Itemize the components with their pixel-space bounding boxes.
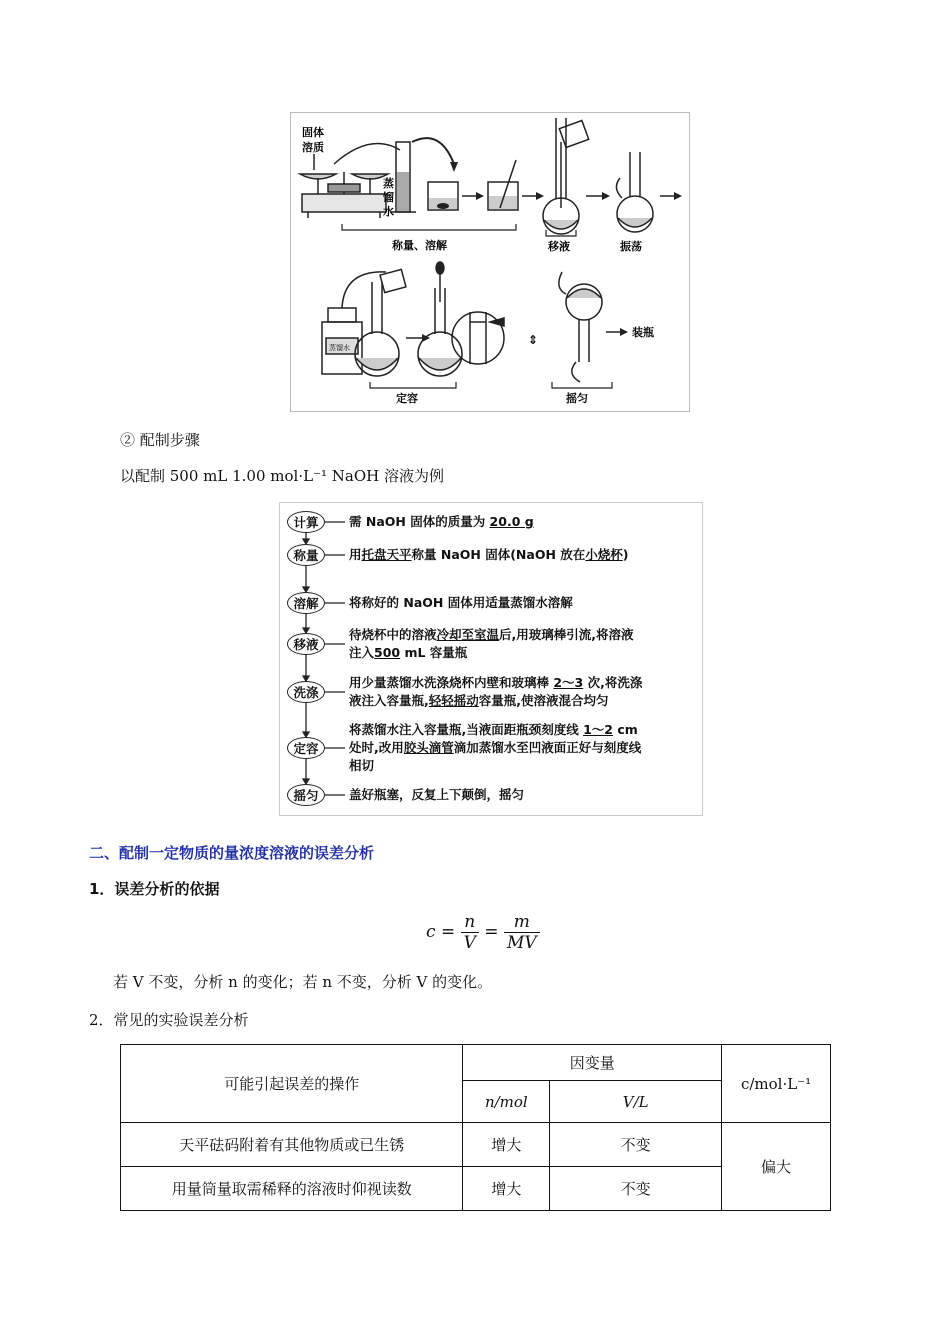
updown-arrow-icon: ⇕ [528,333,539,347]
flow-text-segment: 相切 [349,758,375,773]
fig-label-dilute-to-mark: 定容 [396,392,418,405]
flow-text-6-line-2 [349,739,641,757]
formula-v: V [463,933,476,953]
flow-text-4-line-2 [349,644,467,662]
concentration-formula [426,912,540,953]
flow-text-segment: 液注入容量瓶, [349,693,429,708]
formula-eq2: = [484,922,499,942]
formula-frac-n-v [461,912,479,953]
apparatus-figure [290,112,690,412]
flow-text-4-line-1 [349,626,634,644]
flow-text-segment: 需 NaOH 固体的质量为 [349,514,490,529]
fig-label-weigh-dissolve: 称量、溶解 [392,239,447,252]
balance-icon [300,172,388,218]
row2-operation: 用量筒量取需稀释的溶液时仰视读数 [121,1167,463,1211]
flow-text-segment: 盖好瓶塞，反复上下颠倒，摇匀 [349,787,525,802]
row2-v: 不变 [550,1167,722,1211]
fig-label-transfer: 移液 [548,240,570,253]
formula-c: c [426,922,436,942]
flow-answer-blank: 1～2 [583,722,614,737]
row1-operation: 天平砝码附着有其他物质或已生锈 [121,1123,463,1167]
flow-text-segment: 称量 NaOH 固体(NaOH 放在 [411,547,586,562]
flow-text-1-line-1 [349,513,534,531]
row1-n: 增大 [463,1123,550,1167]
flow-step-5: 洗涤 [287,681,325,703]
analysis-line: 若 V 不变，分析 n 的变化；若 n 不变，分析 V 的变化。 [113,973,493,991]
formula-frac-m-mv [504,912,540,953]
flow-text-segment: 容量瓶,使溶液混合均匀 [478,693,609,708]
header-concentration: c/mol·L⁻¹ [722,1045,831,1123]
flow-text-segment: 待烧杯中的溶液 [349,627,437,642]
section2-title: 二、配制一定物质的量浓度溶液的误差分析 [89,844,375,862]
flow-answer-blank: 托盘天平 [361,547,412,562]
example-line: 以配制 500 mL 1.00 mol·L⁻¹ NaOH 溶液为例 [120,467,444,485]
flow-answer-blank: 小烧杯 [585,547,623,562]
table-header-row [121,1045,831,1081]
flow-step-7: 摇匀 [287,784,325,806]
flow-text-segment: 次,将洗涤 [583,675,643,690]
header-n: n/mol [463,1081,550,1123]
flow-answer-blank: 20.0 g [489,514,534,529]
flow-text-7-line-1 [349,786,524,804]
flow-step-1: 计算 [287,511,325,533]
formula-n: n [461,912,479,933]
header-v: V/L [550,1081,722,1123]
procedure-flowchart [279,502,703,816]
fig-label-bottling: 装瓶 [632,326,654,339]
flow-step-3: 溶解 [287,592,325,614]
flow-text-segment: ) [622,547,629,562]
fig-label-solid-solute-1: 固体 [302,126,324,139]
flow-answer-blank: 胶头滴管 [403,740,454,755]
flow-answer-blank: 2～3 [553,675,584,690]
table-row [121,1123,831,1167]
formula-eq1: = [440,922,456,942]
fig-label-mix: 摇匀 [566,392,588,405]
flow-step-6: 定容 [287,737,325,759]
flow-text-segment: 处时,改用 [349,740,404,755]
fig-label-distilled-water-3: 水 [383,205,394,218]
flow-text-segment: 用 [349,547,362,562]
fig-label-solid-solute-2: 溶质 [302,141,324,154]
formula-mv: MV [506,933,537,953]
error-analysis-table [120,1044,831,1211]
step-heading: ② 配制步骤 [120,431,200,449]
point1-title: 1．误差分析的依据 [89,880,220,898]
flow-text-3-line-1 [349,594,573,612]
row2-n: 增大 [463,1167,550,1211]
merged-result: 偏大 [722,1123,831,1211]
flow-answer-blank: 冷却至室温 [436,627,500,642]
flow-step-2: 称量 [287,544,325,566]
flow-answer-blank: 500 [374,645,401,660]
fig-label-distilled-water-2: 馏 [383,191,394,204]
row1-v: 不变 [550,1123,722,1167]
point2-title: 2．常见的实验误差分析 [89,1011,249,1029]
flow-text-2-line-1 [349,546,629,564]
flow-answer-blank: 轻轻摇动 [428,693,479,708]
formula-m: m [504,912,540,933]
flow-text-segment: 将称好的 NaOH 固体用适量蒸馏水溶解 [349,595,573,610]
header-dependent: 因变量 [463,1045,722,1081]
flow-text-5-line-1 [349,674,642,692]
flow-text-segment: 用少量蒸馏水洗涤烧杯内壁和玻璃棒 [349,675,554,690]
flow-step-4: 移液 [287,633,325,655]
flow-text-6-line-1 [349,721,638,739]
fig-label-shake: 振荡 [620,240,642,253]
flow-text-segment: 注入 [349,645,375,660]
flow-text-segment: 滴加蒸馏水至凹液面正好与刻度线 [453,740,642,755]
flow-text-6-line-3 [349,757,374,775]
fig-label-bottle: 蒸馏水 [329,344,350,352]
flow-text-segment: mL 容量瓶 [400,645,468,660]
header-operation: 可能引起误差的操作 [121,1045,463,1123]
apparatus-svg [290,112,690,412]
fig-label-distilled-water-1: 蒸 [383,177,394,190]
flow-text-segment: 后,用玻璃棒引流,将溶液 [499,627,634,642]
flow-text-segment: cm [613,722,638,737]
flow-text-segment: 将蒸馏水注入容量瓶,当液面距瓶颈刻度线 [349,722,584,737]
flow-text-5-line-2 [349,692,609,710]
